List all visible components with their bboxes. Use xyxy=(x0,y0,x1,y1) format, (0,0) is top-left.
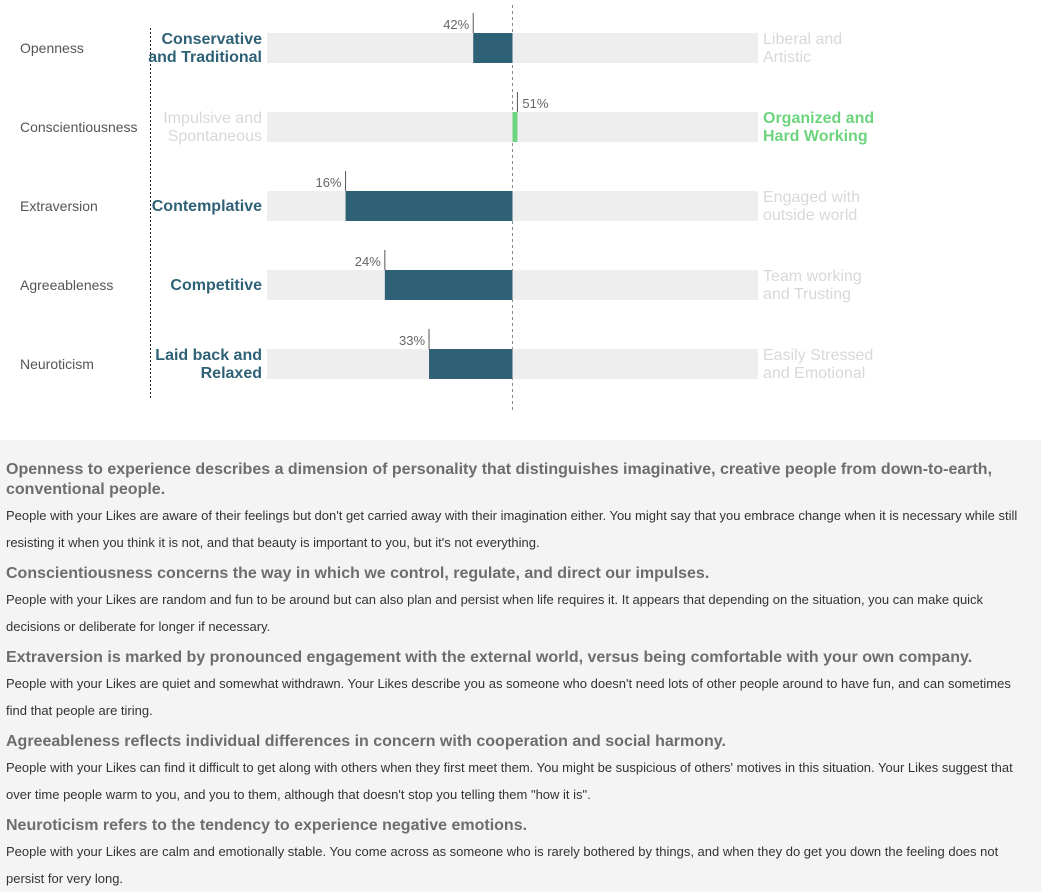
percent-label: 16% xyxy=(315,175,342,190)
high-pole-label-line: Easily Stressed xyxy=(763,347,874,364)
high-pole-label-line: and Emotional xyxy=(763,365,866,382)
high-pole-label xyxy=(763,31,842,66)
personality-chart xyxy=(0,0,1041,440)
trait-label: Agreeableness xyxy=(20,277,114,293)
percent-label: 42% xyxy=(443,17,470,32)
low-pole-label xyxy=(163,110,262,145)
low-pole-label xyxy=(152,198,262,215)
low-pole-label-line: Conservative xyxy=(161,31,262,48)
percent-label: 24% xyxy=(354,254,381,269)
low-pole-label xyxy=(170,277,262,294)
high-pole-label xyxy=(763,110,874,145)
description-heading: Openness to experience describes a dimension of personality that distinguishes imaginative, creative people from down-to-earth, conventional people. xyxy=(6,461,993,498)
high-pole-label-line: Hard Working xyxy=(763,128,868,145)
description-body: People with your Likes are random and fun to be around but can also plan and persist when life requires it. It appears that depending on the situation, you can make quick decisions or deliberate for longer if necessary. xyxy=(6,592,984,634)
high-pole-label-line: outside world xyxy=(763,207,858,224)
description-body: People with your Likes can find it difficult to get along with others when they first meet them. You might be suspicious of others' motives in this situation. Your Likes suggest that over time people warm to you, and you to them, although that doesn't stop you telling them "how it is". xyxy=(6,760,1013,802)
high-pole-label-line: Engaged with xyxy=(763,189,860,206)
description-heading: Extraversion is marked by pronounced engagement with the external world, versus being comfortable with your own company. xyxy=(6,649,973,666)
high-pole-label-line: Liberal and xyxy=(763,31,843,48)
percent-label: 51% xyxy=(522,96,549,111)
low-pole-label xyxy=(148,31,262,66)
description-body: People with your Likes are quiet and somewhat withdrawn. Your Likes describe you as someone who doesn't need lots of other people around to have fun, and can sometimes find that people are tiring. xyxy=(6,676,1011,718)
value-bar xyxy=(385,270,513,300)
low-pole-label-line: Spontaneous xyxy=(167,128,262,145)
trait-rows xyxy=(20,13,874,382)
high-pole-label-line: Team working xyxy=(763,268,862,285)
low-pole-label-line: Contemplative xyxy=(151,198,262,215)
trait-label: Extraversion xyxy=(20,198,98,214)
trait-label: Conscientiousness xyxy=(20,119,138,135)
low-pole-label-line: and Traditional xyxy=(148,49,262,66)
description-body: People with your Likes are aware of their feelings but don't get carried away with their imagination either. You might say that you embrace change when it is necessary while still resisting it when you think it is not, and that beauty is important to you, but it's not everything. xyxy=(6,508,1018,550)
low-pole-label-line: Competitive xyxy=(170,277,262,294)
low-pole-label xyxy=(155,347,262,382)
high-pole-label-line: Artistic xyxy=(763,49,811,66)
description-body: People with your Likes are calm and emotionally stable. You come across as someone who is rarely bothered by things, and when they do get you down the feeling does not persist for very long. xyxy=(6,844,999,886)
low-pole-label-line: Laid back and xyxy=(155,347,262,364)
percent-label: 33% xyxy=(398,333,426,348)
low-pole-label-line: Impulsive and xyxy=(163,110,262,127)
description-extraversion xyxy=(6,648,1027,724)
description-openness xyxy=(6,460,1027,556)
high-pole-label-line: Organized and xyxy=(763,110,875,127)
value-bar xyxy=(346,191,513,221)
descriptions-panel xyxy=(0,440,1041,892)
description-heading: Conscientiousness concerns the way in which we control, regulate, and direct our impulses. xyxy=(6,565,710,582)
high-pole-label xyxy=(763,268,862,303)
description-heading: Neuroticism refers to the tendency to experience negative emotions. xyxy=(6,817,528,834)
value-bar xyxy=(513,112,518,142)
low-pole-label-line: Relaxed xyxy=(200,365,262,382)
trait-label: Neuroticism xyxy=(20,356,94,372)
description-neuroticism xyxy=(6,816,1027,892)
high-pole-label xyxy=(763,189,860,224)
description-agreeableness xyxy=(6,732,1027,808)
description-conscientiousness xyxy=(6,564,1027,640)
personality-chart-svg xyxy=(0,0,1041,440)
value-bar xyxy=(473,33,512,63)
value-bar xyxy=(429,349,512,379)
high-pole-label-line: and Trusting xyxy=(763,286,852,303)
high-pole-label xyxy=(763,347,873,382)
trait-label: Openness xyxy=(20,40,84,56)
description-heading: Agreeableness reflects individual differences in concern with cooperation and social harmony. xyxy=(6,733,726,750)
